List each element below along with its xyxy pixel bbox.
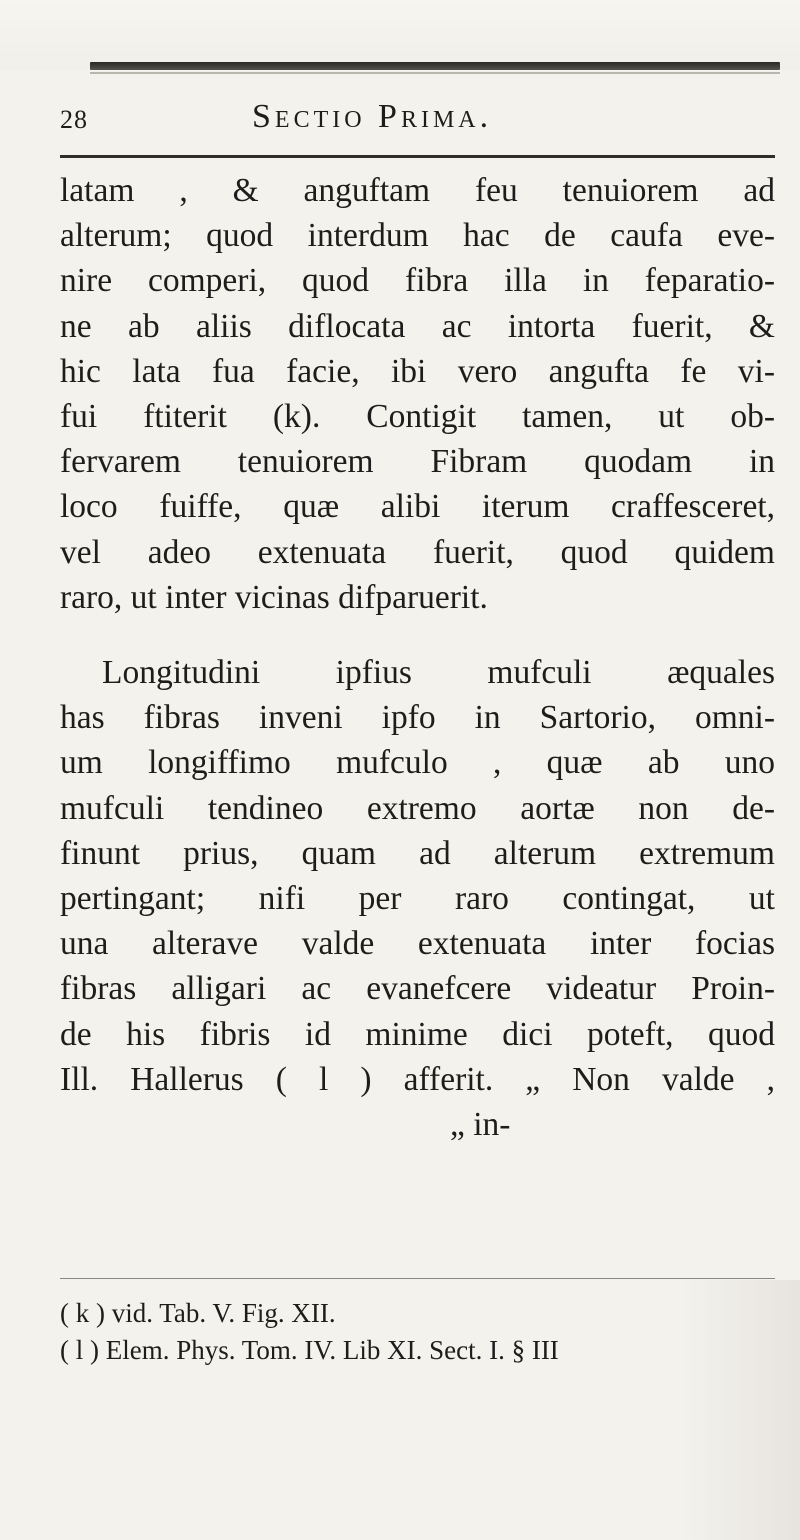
text-line: finunt prius, quam ad alterum extremum bbox=[60, 834, 775, 872]
text-line: pertingant; nifi per raro contingat, ut bbox=[60, 880, 775, 918]
page-number: 28 bbox=[60, 105, 88, 134]
page-top-margin bbox=[0, 0, 800, 70]
text-line: vel adeo extenuata fuerit, quod quidem bbox=[60, 533, 775, 571]
top-printed-rule bbox=[90, 62, 780, 70]
text-line: um longiffimo mufculo , quæ ab uno bbox=[60, 744, 775, 782]
text-line: de his fibris id minime dici poteft, quod bbox=[60, 1015, 775, 1053]
paper-shading bbox=[680, 1280, 800, 1540]
header-rule bbox=[60, 155, 775, 158]
paragraph-gap bbox=[60, 620, 775, 650]
text-line: alterum; quod interdum hac de caufa eve- bbox=[60, 217, 775, 255]
footnote-l: ( l ) Elem. Phys. Tom. IV. Lib XI. Sect. I. § III bbox=[60, 1335, 559, 1365]
text-line: una alterave valde extenuata inter focias bbox=[60, 925, 775, 963]
catchword: „ in- bbox=[450, 1106, 511, 1144]
text-line: Longitudini ipfius mufculi æquales bbox=[102, 654, 775, 692]
text-line: fervarem tenuiorem Fibram quodam in bbox=[60, 443, 775, 481]
text-line: loco fuiffe, quæ alibi iterum craffesceret, bbox=[60, 488, 775, 526]
footnote-rule bbox=[60, 1278, 775, 1279]
footnotes bbox=[60, 1295, 775, 1369]
text-line: fui ftiterit (k). Contigit tamen, ut ob- bbox=[60, 398, 775, 436]
running-title: Sectio Prima. bbox=[252, 98, 493, 135]
text-line: nire comperi, quod fibra illa in feparatio- bbox=[60, 262, 775, 300]
body-text bbox=[60, 168, 775, 1147]
text-line: Ill. Hallerus ( l ) afferit. „ Non valde , bbox=[60, 1060, 775, 1098]
text-line: hic lata fua facie, ibi vero angufta fe vi- bbox=[60, 352, 775, 390]
text-line: has fibras inveni ipfo in Sartorio, omni- bbox=[60, 699, 775, 737]
text-line: raro, ut inter vicinas difparuerit. bbox=[60, 578, 488, 616]
text-line: mufculi tendineo extremo aortæ non de- bbox=[60, 789, 775, 827]
text-line: ne ab aliis diflocata ac intorta fuerit, & bbox=[60, 307, 775, 345]
text-line: fibras alligari ac evanefcere videatur Proin- bbox=[60, 970, 775, 1008]
top-hairline bbox=[90, 72, 780, 74]
footnote-k: ( k ) vid. Tab. V. Fig. XII. bbox=[60, 1298, 336, 1328]
text-line: latam , & anguftam feu tenuiorem ad bbox=[60, 172, 775, 209]
